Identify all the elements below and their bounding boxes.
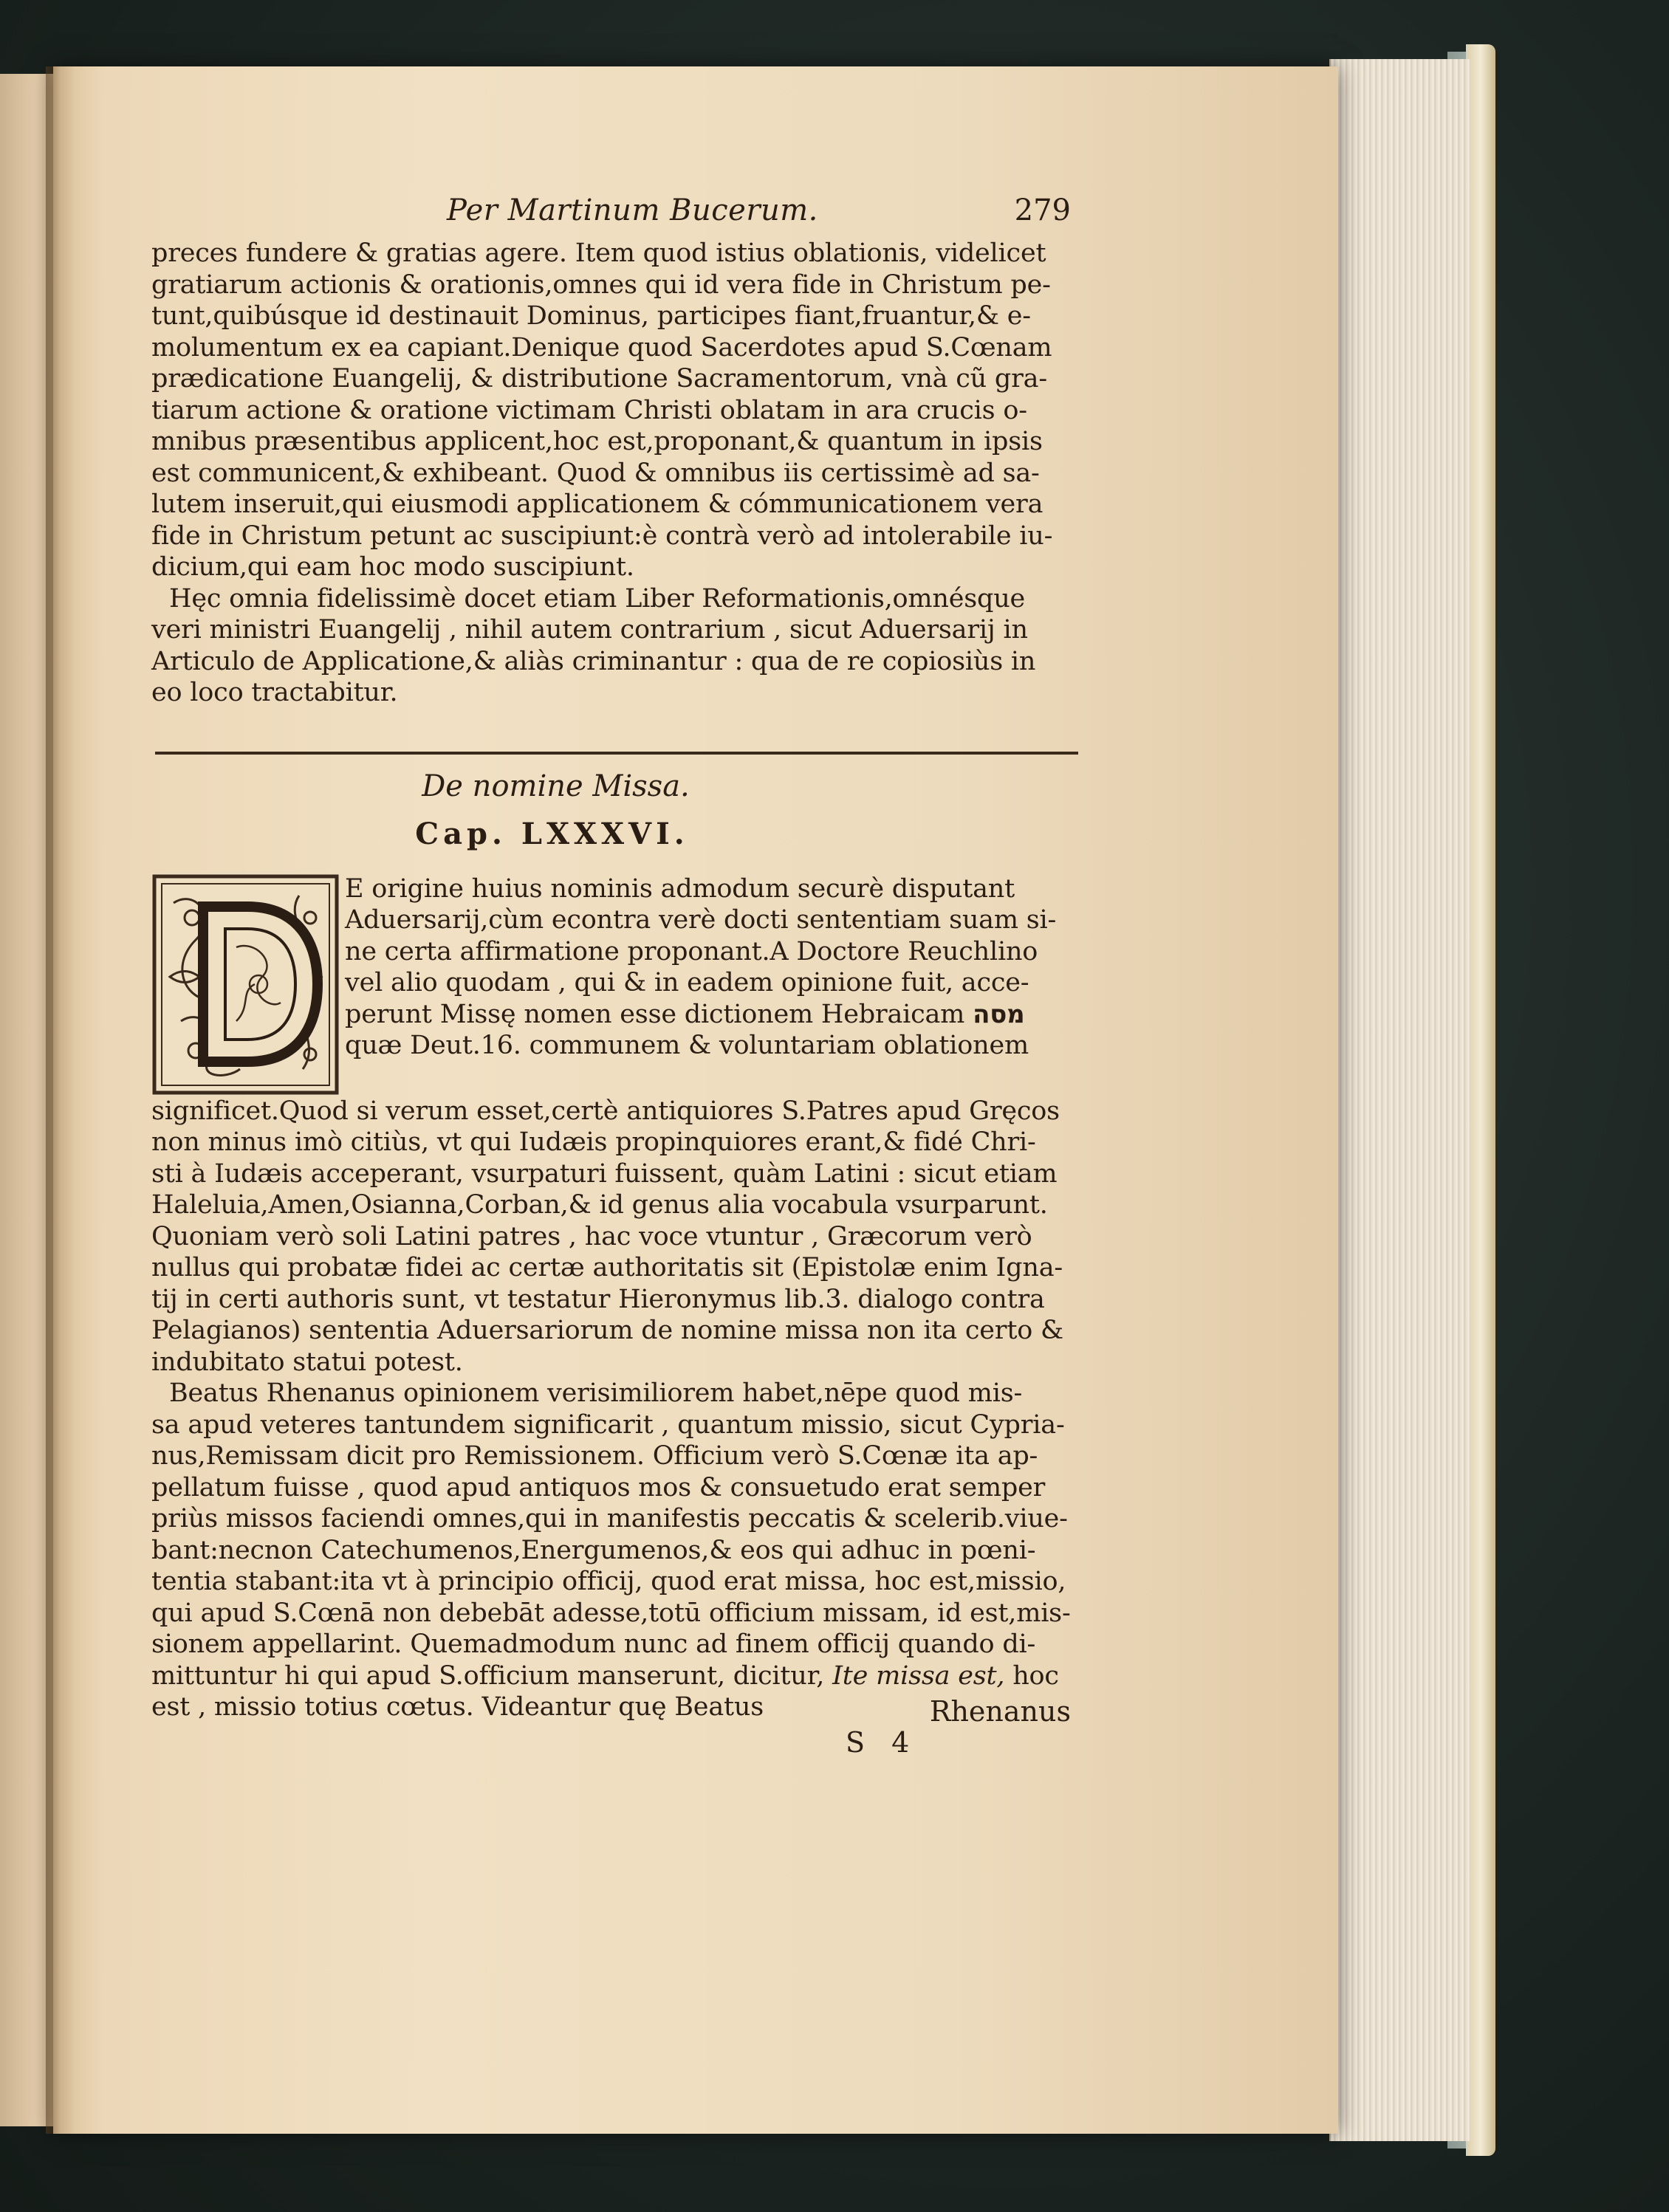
text-line: Haleluia,Amen,Osianna,Corban,& id genus alia vocabula vsurparunt. (151, 1190, 1048, 1220)
text-line: quæ Deut.16. communem & voluntariam oblationem (345, 1031, 1029, 1060)
text-line: bant:necnon Catechumenos,Energumenos,& eos qui adhuc in pœni- (151, 1535, 1036, 1565)
text-line: nullus qui probatæ fidei ac certæ authoritatis sit (Epistolæ enim Igna- (151, 1253, 1063, 1282)
paragraph-3 (151, 1096, 1071, 1378)
text-line: qui apud S.Cœnā non debebāt adesse,totū officium missam, id est,mis- (151, 1598, 1071, 1628)
paragraph-4 (151, 1378, 1071, 1723)
catchword: Rhenanus (929, 1694, 1071, 1728)
text-line: Pelagianos) sententia Aduersariorum de nomine missa non ita certo & (151, 1316, 1063, 1345)
text-line: Aduersarij,cùm econtra verè docti sententiam suam si- (345, 905, 1057, 935)
paragraph-1 (151, 238, 1071, 583)
text-line: Hęc omnia fidelissimè docet etiam Liber Reformationis,omnésque (169, 583, 1026, 614)
section-rule (155, 752, 1078, 755)
running-title: Per Martinum Bucerum. (447, 193, 818, 227)
text-line: mnibus præsentibus applicent,hoc est,proponant,& quantum in ipsis (151, 427, 1043, 456)
text-line: Beatus Rhenanus opinionem verisimiliorem habet,nēpe quod mis- (169, 1378, 1023, 1408)
text-line: vel alio quodam , qui & in eadem opinione fuit, acce- (345, 968, 1029, 997)
text-line-body: est , missio totius cœtus. Videantur quę Beatus (151, 1692, 764, 1722)
opening-with-initial (151, 873, 1071, 1096)
text-line: pellatum fuisse , quod apud antiquos mos & consuetudo erat semper (151, 1472, 1046, 1502)
binding-gutter (46, 66, 75, 2134)
text-block (151, 193, 1071, 1763)
hebrew-word: מסה (973, 999, 1025, 1029)
text-line: eo loco tractabitur. (151, 678, 398, 707)
text-line: sionem appellarint. Quemadmodum nunc ad finem officij quando di- (151, 1629, 1036, 1659)
chapter-title: Cap. LXXXVI. (415, 816, 689, 851)
cover-edge (1466, 44, 1495, 2156)
text-line-body: perunt Missę nomen esse dictionem Hebraicam (345, 999, 965, 1029)
text-line: significet.Quod si verum esset,certè antiquiores S.Patres apud Gręcos (151, 1096, 1060, 1126)
initial-adjacent-lines (345, 873, 1071, 1062)
running-head (151, 193, 1071, 238)
decorated-initial-d-icon (151, 873, 340, 1096)
text-line: non minus imò citiùs, vt qui Iudæis propinquiores erant,& fidé Chri- (151, 1127, 1036, 1157)
text-line (345, 999, 1071, 1031)
text-line: molumentum ex ea capiant.Denique quod Sacerdotes apud S.Cœnam (151, 332, 1052, 363)
text-line: nus,Remissam dicit pro Remissionem. Officium verò S.Cœnæ ita ap- (151, 1441, 1038, 1471)
text-line: Articulo de Applicatione,& aliàs criminantur : qua de re copiosiùs in (151, 646, 1036, 676)
text-line: gratiarum actionis & orationis,omnes qui id vera fide in Christum pe- (151, 269, 1051, 300)
text-line: lutem inseruit,qui eiusmodi applicationem & cómmunicationem vera (151, 490, 1043, 519)
text-line: sa apud veteres tantundem significarit , quantum missio, sicut Cypria- (151, 1409, 1065, 1440)
text-line: Quoniam verò soli Latini patres , hac voce vtuntur , Græcorum verò (151, 1221, 1032, 1251)
text-line-body: mittuntur hi qui apud S.officium manserunt, dicitur, (151, 1660, 825, 1691)
text-line-tail: hoc (1004, 1660, 1059, 1691)
text-line: preces fundere & gratias agere. Item quod istius oblationis, videlicet (151, 238, 1046, 268)
signature-mark: S 4 (846, 1725, 919, 1759)
text-line: dicium,qui eam hoc modo suscipiunt. (151, 552, 634, 582)
text-line: priùs missos faciendi omnes,qui in manifestis peccatis & scelerib.viue- (151, 1504, 1068, 1533)
text-line: tunt,quibúsque id destinauit Dominus, participes fiant,fruantur,& e- (151, 301, 1031, 331)
text-line: tiarum actione & oratione victimam Christi oblatam in ara crucis o- (151, 395, 1027, 425)
text-line: sti à Iudæis acceperant, vsurpaturi fuissent, quàm Latini : sicut etiam (151, 1158, 1058, 1189)
text-line: ne certa affirmatione proponant.A Doctore Reuchlino (345, 936, 1038, 966)
italic-phrase: Ite missa est, (832, 1660, 1005, 1691)
text-line (151, 1660, 1071, 1692)
section-title: De nomine Missa. (422, 769, 690, 803)
page-fore-edge (1329, 59, 1470, 2141)
text-line: tentia stabant:ita vt à principio officij, quod erat missa, hoc est,missio, (151, 1567, 1066, 1596)
page-number: 279 (1014, 193, 1071, 227)
text-line: E origine huius nominis admodum securè disputant (345, 873, 1015, 904)
text-line: indubitato statui potest. (151, 1347, 463, 1377)
text-line: fide in Christum petunt ac suscipiunt:è contrà verò ad intolerabile iu- (151, 521, 1053, 551)
text-line: tij in certi authoris sunt, vt testatur Hieronymus lib.3. dialogo contra (151, 1284, 1045, 1314)
text-line: prædicatione Euangelij, & distributione Sacramentorum, vnà cũ gra- (151, 364, 1047, 394)
text-line: est communicent,& exhibeant. Quod & omnibus iis certissimè ad sa- (151, 458, 1040, 488)
text-line: veri ministri Euangelij , nihil autem contrarium , sicut Aduersarij in (151, 615, 1028, 645)
paragraph-2 (151, 583, 1071, 709)
